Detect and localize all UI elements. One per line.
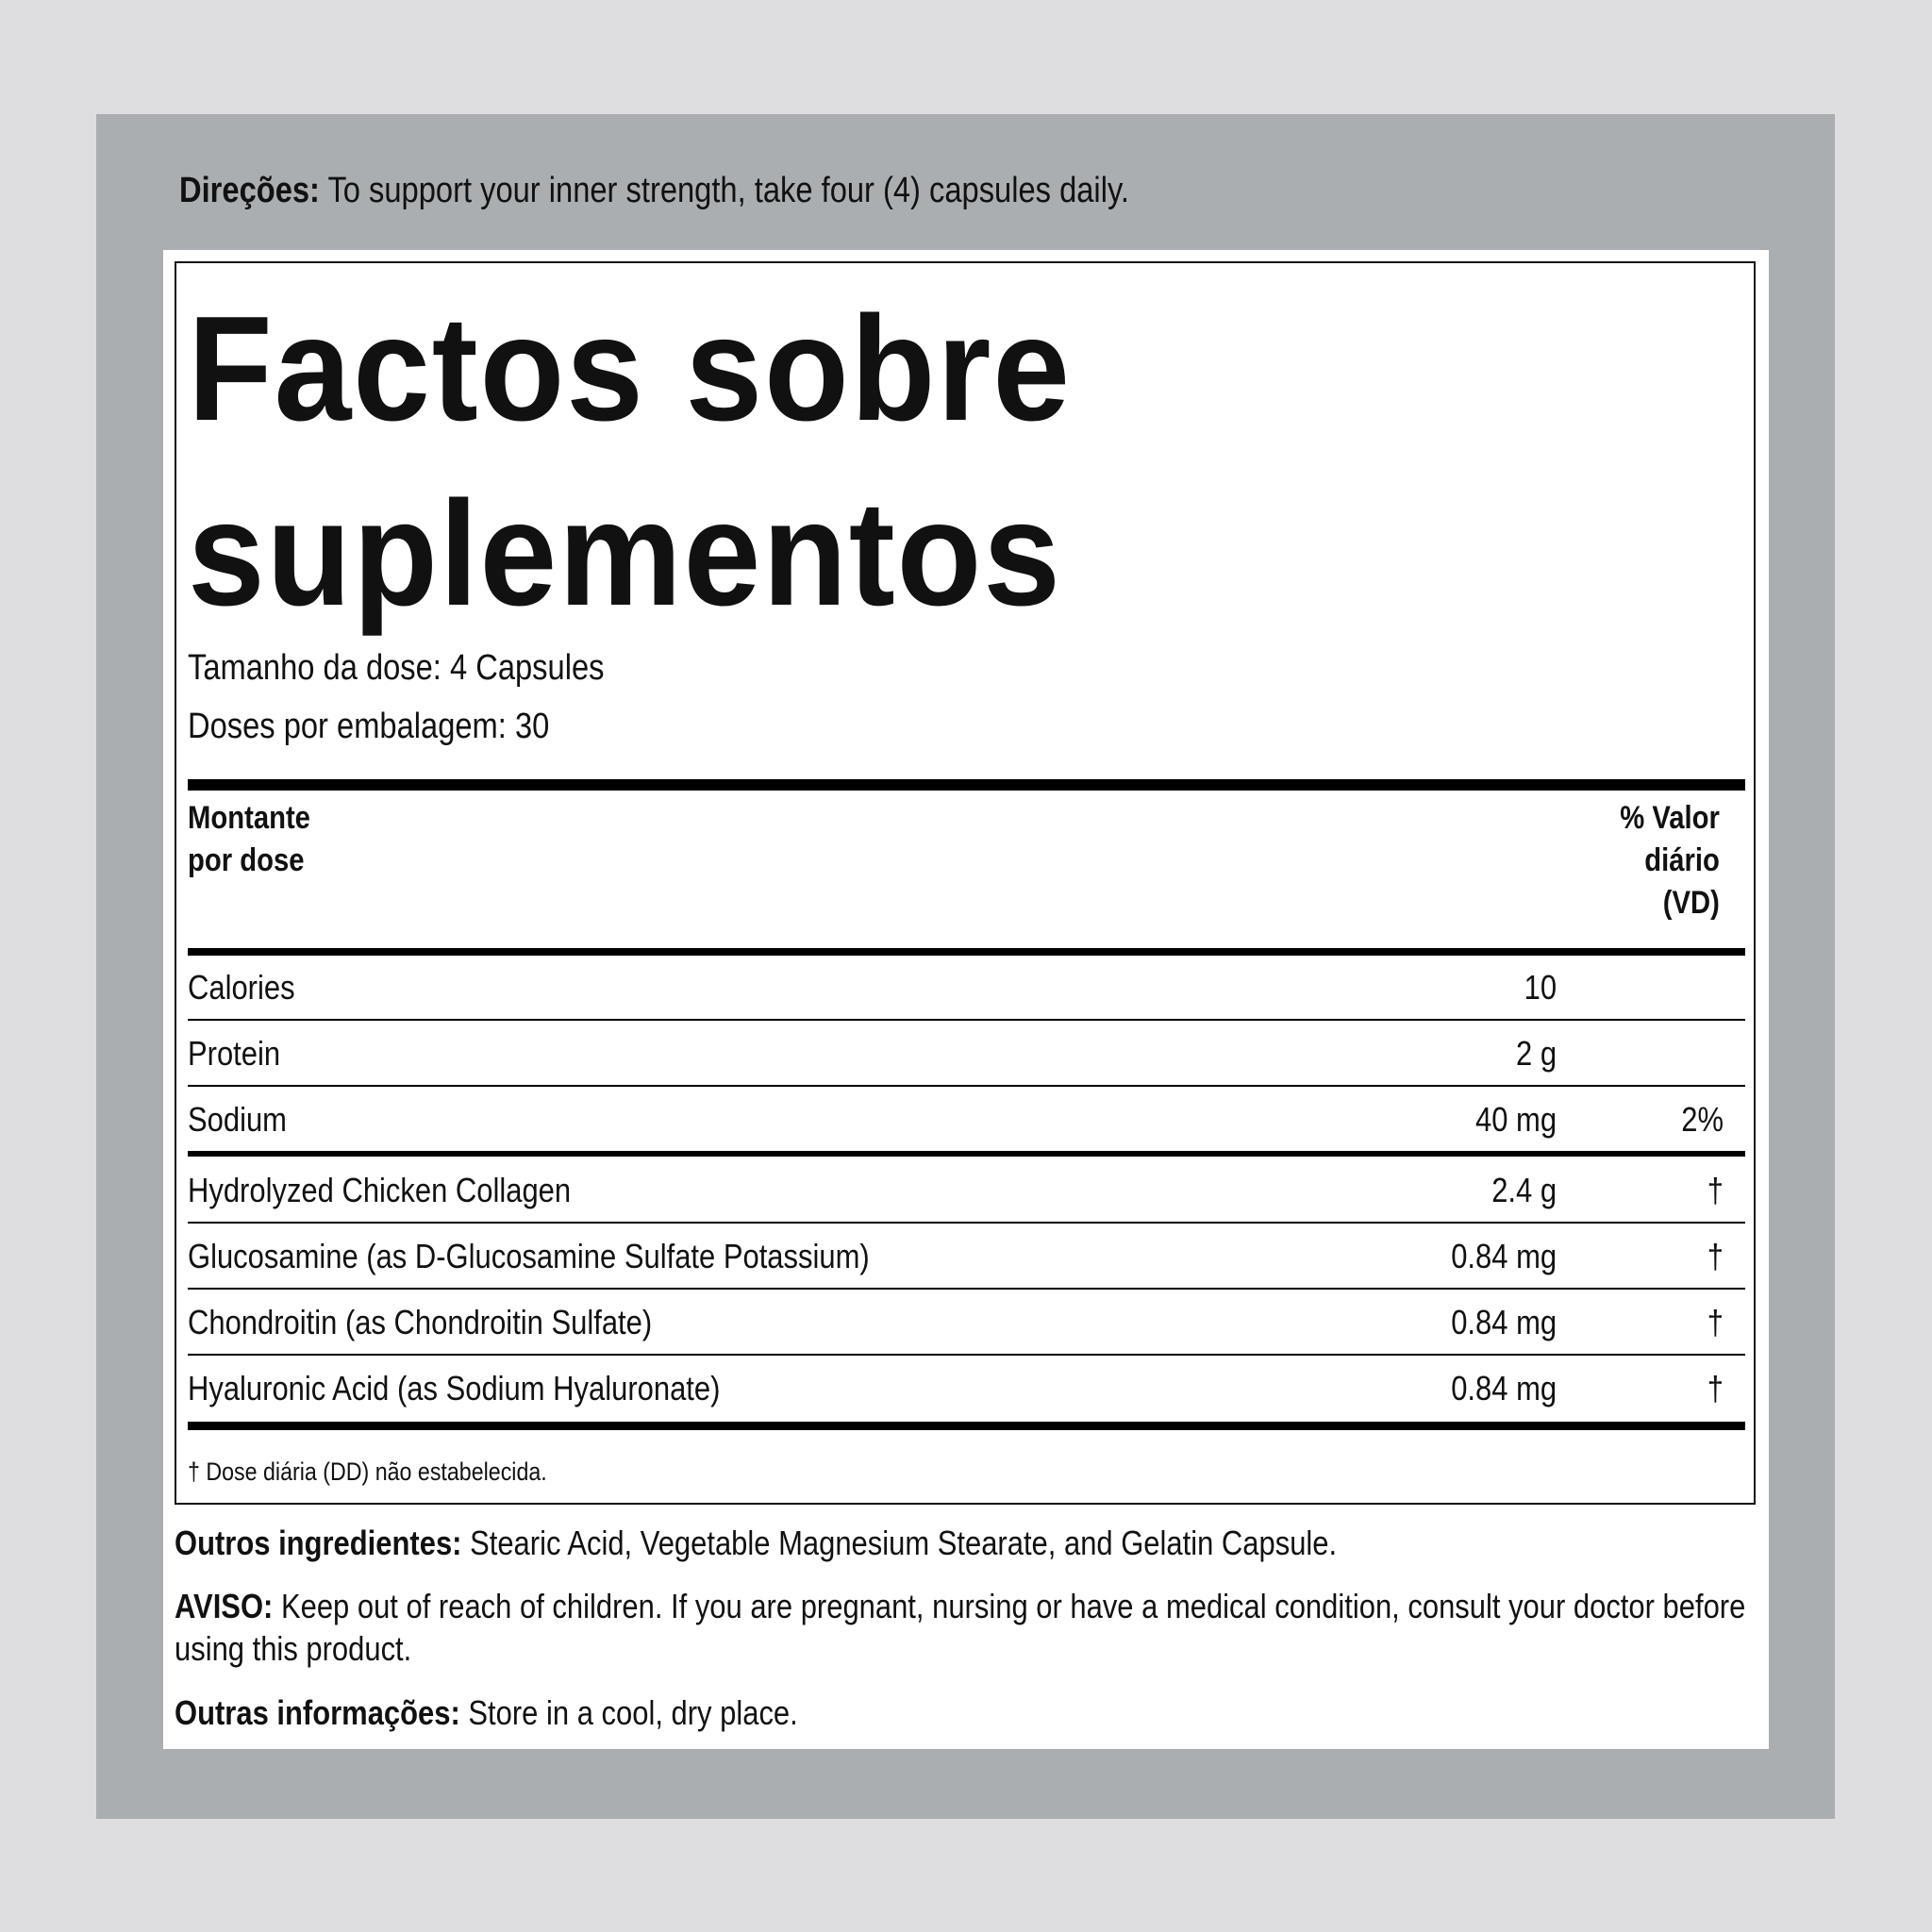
ingredient-name: Hyaluronic Acid (as Sodium Hyaluronate) [188,1369,721,1407]
directions-label: Direções: [179,171,320,210]
thin-divider [188,1354,1745,1356]
label-card [96,114,1835,1819]
daily-value-header: % Valor diário (VD) [1620,800,1720,921]
ingredient-amount: 0.84 mg [1451,1303,1557,1341]
warning [175,1585,1752,1670]
thin-divider [188,1288,1745,1290]
ingredient-amount: 0.84 mg [1451,1237,1557,1275]
ingredient-name: Chondroitin (as Chondroitin Sulfate) [188,1303,653,1341]
thin-divider [188,1222,1745,1224]
other-ingredients-text: Stearic Acid, Vegetable Magnesium Stearate, and Gelatin Capsule. [461,1524,1338,1562]
ingredient-amount: 2.4 g [1491,1171,1557,1209]
ingredient-dv: † [1707,1369,1724,1407]
thin-divider [188,1085,1745,1087]
amount-per-serving-header: Montante por dose [188,800,310,878]
ingredient-dv: † [1707,1237,1724,1275]
facts-title: Factos sobre suplementos [188,286,1072,637]
nutrient-name: Sodium [188,1100,287,1139]
nutrient-amount: 2 g [1515,1034,1557,1073]
supplement-facts-box [175,261,1756,1505]
nutrient-amount: 10 [1524,968,1557,1007]
thin-divider [188,1019,1745,1021]
other-information-label: Outras informações: [175,1693,460,1732]
ingredient-dv: † [1707,1303,1724,1341]
warning-text: Keep out of reach of children. If you are pregnant, nursing or have a medical condition, consult your doctor before using this product. [175,1587,1746,1668]
nutrient-name: Calories [188,968,295,1007]
ingredient-dv: † [1707,1171,1724,1209]
ingredient-amount: 0.84 mg [1451,1369,1557,1407]
thick-divider [188,779,1745,791]
nutrient-amount: 40 mg [1474,1100,1557,1139]
directions [179,171,1129,211]
dv-footnote: † Dose diária (DD) não estabelecida. [188,1457,547,1486]
thick-divider [188,1422,1745,1430]
nutrient-name: Protein [188,1034,281,1073]
servings-per-container: Doses por embalagem: 30 [188,707,550,746]
serving-size: Tamanho da dose: 4 Capsules [188,648,605,688]
medium-divider [188,1151,1745,1157]
medium-divider [188,948,1745,956]
ingredient-name: Hydrolyzed Chicken Collagen [188,1171,572,1209]
ingredient-name: Glucosamine (as D-Glucosamine Sulfate Potassium) [188,1237,870,1275]
directions-text: To support your inner strength, take four (4) capsules daily. [319,171,1129,210]
nutrient-dv: 2% [1681,1100,1724,1139]
warning-label: AVISO: [175,1587,274,1625]
other-information-text: Store in a cool, dry place. [459,1693,798,1732]
other-information [175,1691,1752,1734]
label-panel [163,250,1769,1749]
other-ingredients-label: Outros ingredientes: [175,1524,462,1562]
other-ingredients [175,1522,1752,1564]
